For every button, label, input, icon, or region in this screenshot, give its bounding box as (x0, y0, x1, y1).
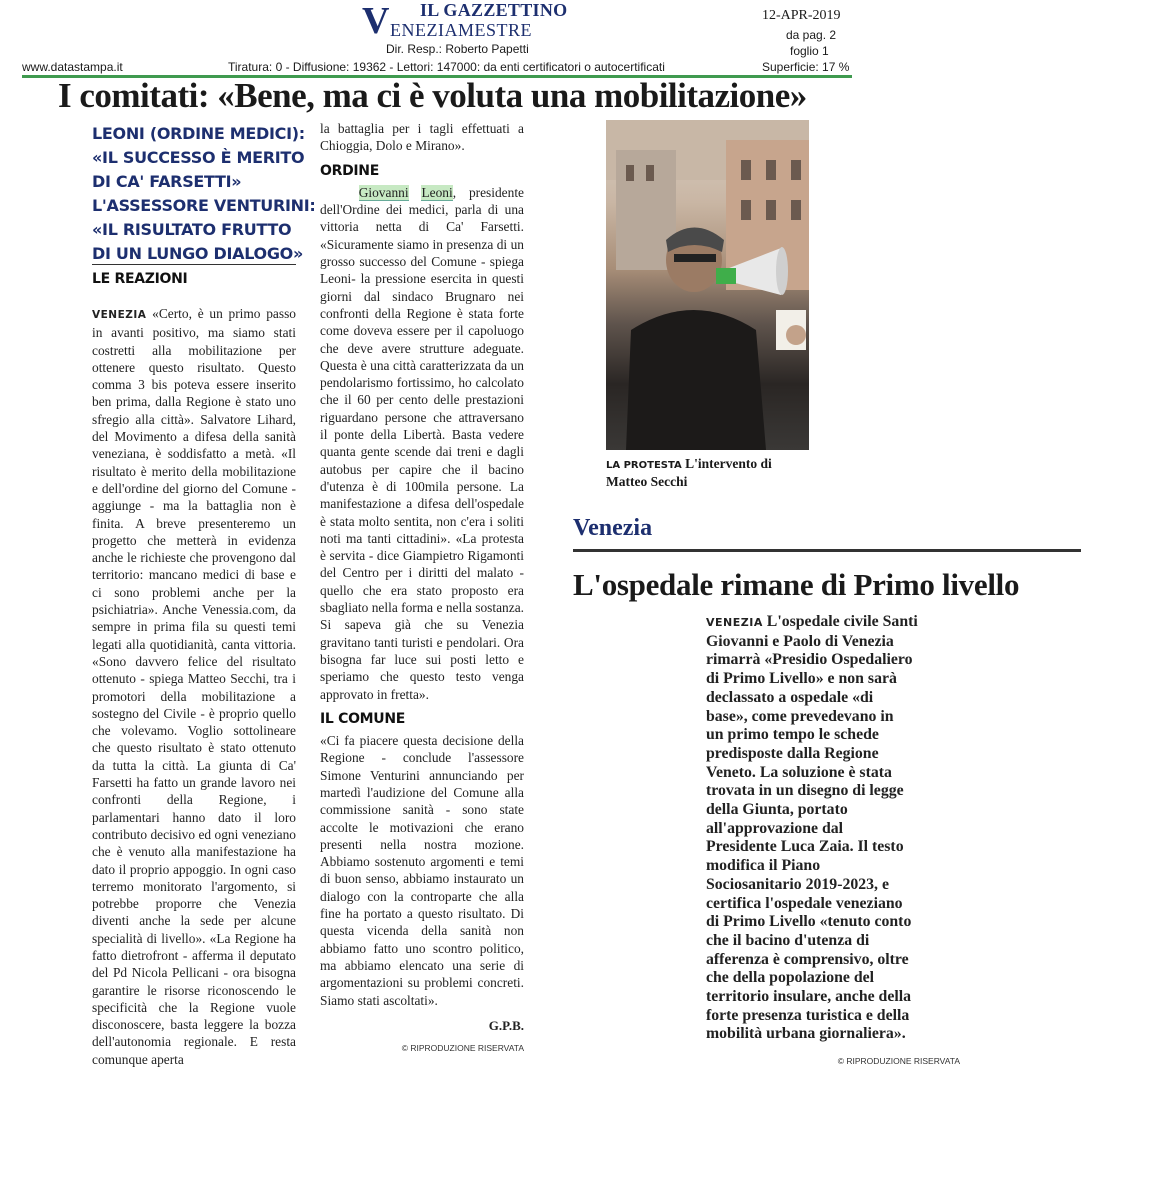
sheet-number: foglio 1 (790, 44, 829, 58)
main-headline: I comitati: «Bene, ma ci è voluta una mobilitazione» (58, 76, 807, 115)
body-line: Sociosanitario 2019-2023, e (706, 875, 889, 893)
section-comune: IL COMUNE (320, 710, 406, 727)
section-reazioni: LE REAZIONI (92, 271, 188, 287)
caption-text: L'intervento di Matteo Secchi (606, 456, 772, 489)
photo-caption (606, 456, 816, 490)
logo-initial: V (362, 0, 390, 42)
body-line: forte presenza turistica e della (706, 1006, 910, 1024)
highlighted-name: Leoni (421, 184, 453, 200)
website-link[interactable]: www.datastampa.it (22, 60, 123, 74)
protest-photo (606, 120, 809, 450)
body-line (706, 613, 960, 633)
body-line: un primo tempo le schede (706, 726, 879, 744)
body-line: declassato a ospedale «di (706, 688, 874, 706)
director-line: Dir. Resp.: Roberto Papetti (386, 42, 529, 56)
publication-date: 12-APR-2019 (762, 8, 841, 23)
kicker-rule (573, 549, 1081, 552)
deck-line: «IL SUCCESSO È MERITO (92, 148, 305, 167)
body-line: mobilità urbana giornaliera». (706, 1025, 906, 1043)
body-line: modifica il Piano (706, 857, 821, 875)
from-page: da pag. 2 (786, 28, 837, 42)
photo-illustration (606, 120, 809, 450)
circulation-info: Tiratura: 0 - Diffusione: 19362 - Lettori: 147000: da enti certificatori o autocertificati (228, 60, 665, 74)
deck-line: DI UN LUNGO DIALOGO» (92, 244, 303, 263)
body-line: territorio insulare, anche della (706, 988, 912, 1006)
article-body (706, 613, 960, 1071)
body-line: Veneto. La soluzione è stata (706, 763, 892, 781)
ordine-text: , presidente dell'Ordine dei medici, parla di una vittoria netta di Ca' Farsetti. «Sicuramente siamo in presenza di un grosso successo del Comune - spiega Leoni- la pressione esercita in questi giorni dal sindaco Brugnaro nei confronti della Regione è stata forte come doveva essere per il capoluogo che deve avere strutture adeguate. Questa è una città caratterizzata da un pendolarismo fortissimo, ho calcolato che il 60 per cento delle prestazioni riguardano persone che attraversano il ponte della Libertà. Basta vedere quanta gente scende dai treni e dagli autobus per capire che il bacino d'utenza è di 100mila persone. La manifestazione a difesa dell'ospedale è stata molto sentita, non c'era i soliti noti ma tanti cittadini». «La protesta è servita - dice Giampietro Rigamonti del Centro per i diritti del malato - quello che era stato proposto era sbagliato nella forma e nella sostanza. Si sapeva già che su Venezia gravitano tanti turisti e pendolari. Ora bisogna far luce sui posti letto e speriamo che questo testo venga approvato in fretta». (320, 184, 524, 702)
copyright-notice: © RIPRODUZIONE RISERVATA (837, 1056, 960, 1067)
article-column-2 (320, 120, 524, 1057)
section-kicker: Venezia (573, 515, 653, 541)
body-line: di Primo Livello «tenuto conto (706, 913, 912, 931)
column-1-text: «Certo, è un primo passo in avanti positivo, ma siamo stati costretti alla mobilitazione per ottenere questo risultato. Questo comma 3 bis poteva essere inserito ben prima, dalla Regione è stato uno sfregio alla città». Salvatore Lihard, del Movimento a difesa della sanità veneziana, è soddisfatto a metà. «Il risultato è merito della mobilitazione e dell'ordine del giorno del Comune - aggiunge - ma la battaglia non è finita. A breve presenteremo un progetto che metterà in evidenza anche le richieste che provengono dal territorio: mancano medici di base e ci sono problemi anche per la psichiatria». Anche Venessia.com, da sempre in prima fila su questi temi legati alla quotidianità, canta vittoria. «Sono davvero felice del risultato ottenuto - spiega Matteo Secchi, tra i promotori della mobilitazione a sostegno del Civile - è proprio quello che volevamo. Voglio sottolineare che questo risultato è stato ottenuto da tutta la città. La giunta di Ca' Farsetti ha fatto un grande lavoro nei confronti della Regione, i parlamentari hanno dato il loro contributo decisivo ed ogni veneziano che è venuto alla manifestazione ha dato il proprio appoggio. In ogni caso terremo monitorato l'argomento, si potrebbe proporre che Venezia diventi anche la sede per alcune specialità di livello». «La Regione ha fatto dietrofront - afferma il deputato del Pd Nicola Pellicani - ora bisogna garantire le risorse riconoscendo le specificità che la Regione vuole disconoscere, basta leggere la bozza dell'autonomia regionale. E resta comunque aperta (92, 306, 296, 1067)
body-line: rimarrà «Presidio Ospedaliero (706, 651, 913, 669)
body-line: che della popolazione del (706, 969, 875, 987)
body-line: all'approvazione dal (706, 819, 844, 837)
body-line: Presidente Luca Zaia. Il testo (706, 838, 904, 856)
dateline: VENEZIA (92, 309, 147, 321)
surface-info: Superficie: 17 % (762, 60, 850, 74)
comune-text: «Ci fa piacere questa decisione della Regione - conclude l'assessore Simone Venturini annunciando per martedì l'audizione del Comune alla commissione sanità - sono state accolte le motivazioni che erano presenti nella nostra mozione. Abbiamo sostenuto argomenti e temi di buon senso, abbiamo instaurato un dialogo con la controparte che alla fine ha portato a questo risultato. Di questa vicenda della sanità non abbiamo fatto uno scontro politico, ma abbiamo elencato una serie di argomentazioni su problemi concreti. Siamo stati ascoltati». (320, 733, 524, 1008)
article-deck (92, 122, 316, 266)
deck-line: LEONI (ORDINE MEDICI): (92, 124, 305, 143)
caption-label: LA PROTESTA (606, 460, 682, 471)
body-line: della Giunta, portato (706, 801, 848, 819)
body-line: che il bacino d'utenza di (706, 931, 870, 949)
deck-line: DI CA' FARSETTI» (92, 172, 242, 191)
newspaper-logo: IL GAZZETTINO (420, 0, 568, 20)
line-text: L'ospedale civile Santi (766, 613, 918, 630)
section-ordine: ORDINE (320, 162, 379, 179)
deck-divider (92, 264, 296, 265)
body-line: predisposte dalla Regione (706, 744, 879, 762)
deck-line: «IL RISULTATO FRUTTO (92, 220, 292, 239)
article-title: L'ospedale rimane di Primo livello (573, 567, 1020, 602)
highlighted-name: Giovanni (358, 184, 409, 200)
copyright-notice: © RIPRODUZIONE RISERVATA (401, 1043, 524, 1054)
byline: G.P.B. (488, 1017, 524, 1033)
body-line: Giovanni e Paolo di Venezia (706, 632, 894, 650)
article-column-1 (92, 305, 296, 1068)
dateline: VENEZIA (706, 616, 763, 629)
body-line: certifica l'ospedale veneziano (706, 894, 903, 912)
body-line: base», come prevedevano in (706, 707, 894, 725)
body-line: afferenza è comprensivo, oltre (706, 950, 909, 968)
edition-logo: ENEZIAMESTRE (390, 20, 532, 40)
column-2-continuation: la battaglia per i tagli effettuati a Chioggia, Dolo e Mirano». (320, 121, 524, 154)
body-line: di Primo Livello» e non sarà (706, 670, 897, 688)
deck-line: L'ASSESSORE VENTURINI: (92, 196, 316, 215)
body-line: trovata in un disegno di legge (706, 782, 904, 800)
